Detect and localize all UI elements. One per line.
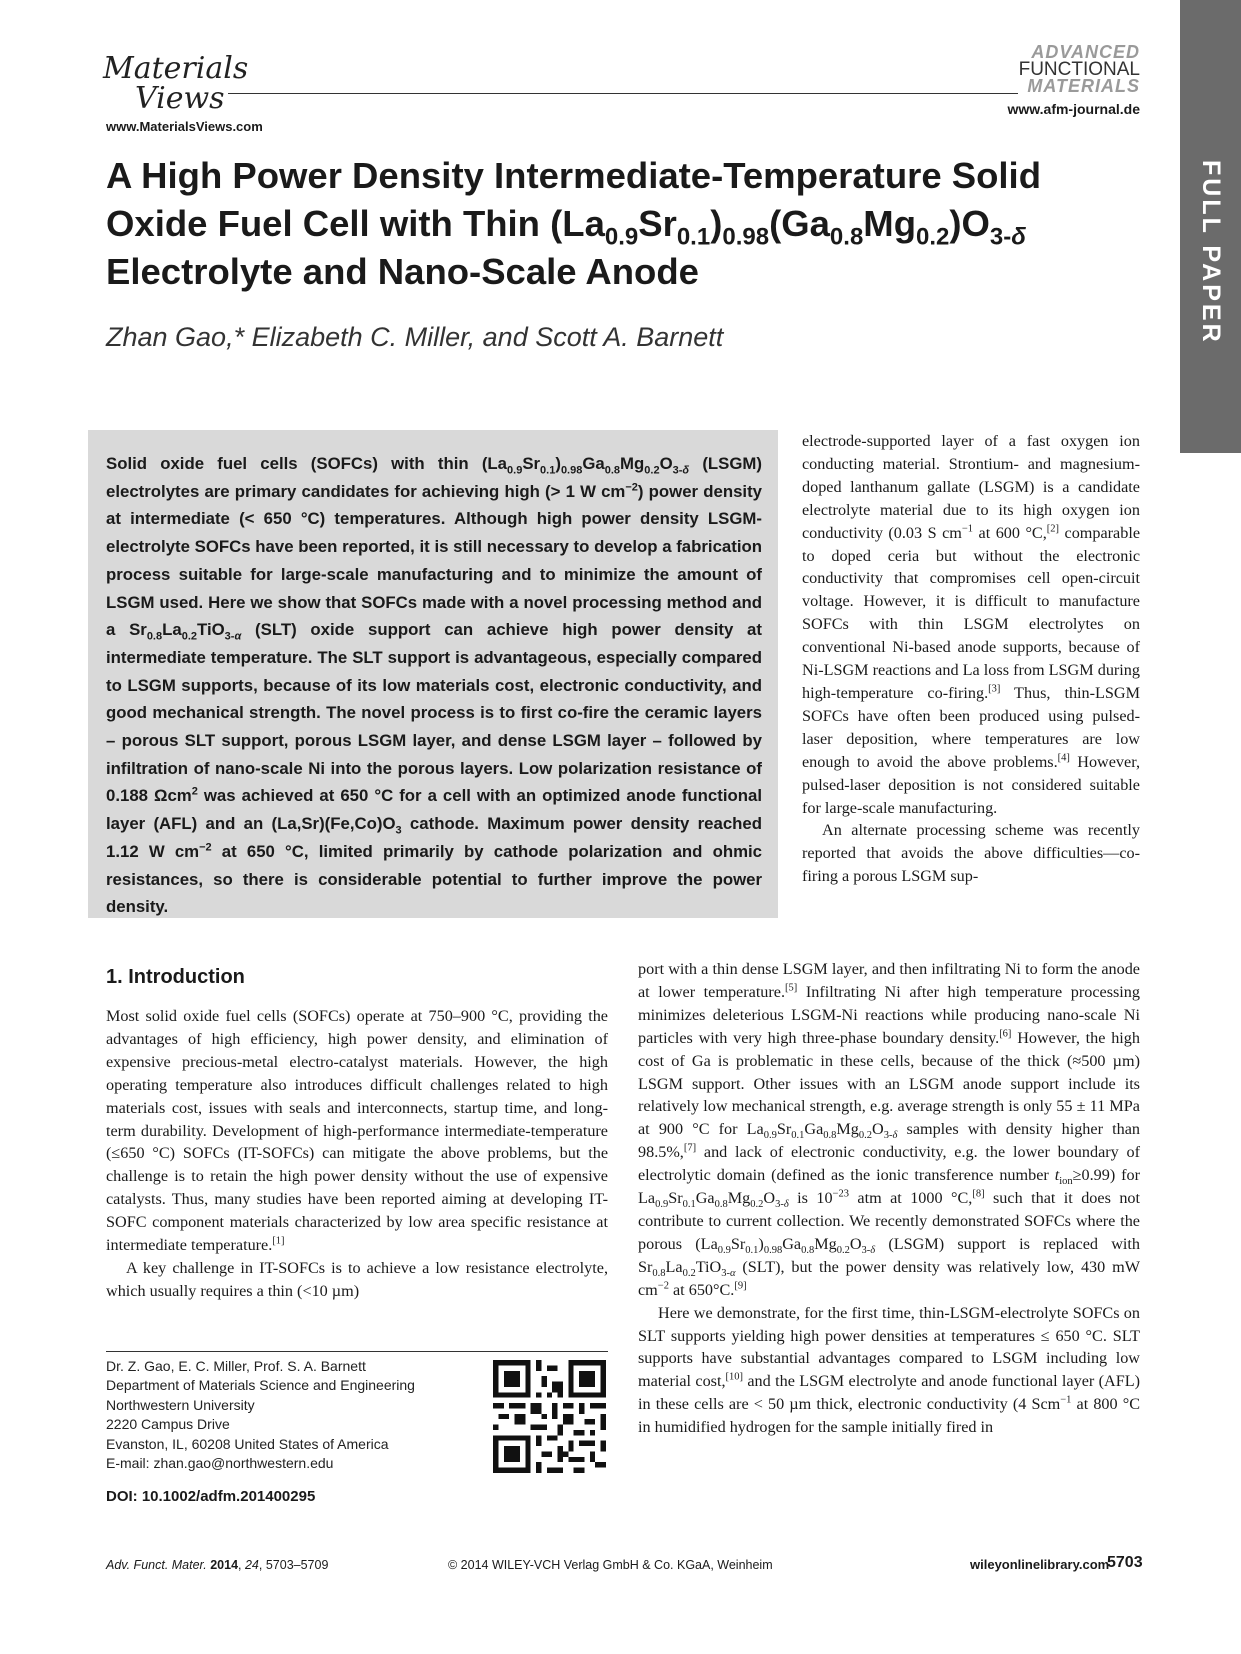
afm-logo: [900, 44, 1140, 95]
afm-journal-url[interactable]: www.afm-journal.de: [1007, 101, 1140, 117]
paragraph: Here we demonstrate, for the first time, thin-LSGM-electrolyte SOFCs on SLT supports yielding high power densities at temperatures ≤ 650 °C. SLT supports have substantial advantages compared to LSGM including low material cost,[10] and the LSGM electrolyte and anode functional layer (AFL) in these cells are < 50 µm thick, electronic conductivity (4 Scm$^{-1}$ at 800 °C in humidified hydrogen for the sample initially fired in: [638, 1303, 1141, 1437]
svg-text:Materials: Materials: [103, 51, 249, 86]
affiliation-rule: [106, 1351, 608, 1352]
materialsviews-url[interactable]: www.MaterialsViews.com: [106, 119, 263, 134]
right-column-lower: [638, 958, 1140, 1439]
affiliation-line: Evanston, IL, 60208 United States of America: [106, 1435, 389, 1452]
email-link[interactable]: E-mail: zhan.gao@northwestern.edu: [106, 1455, 334, 1472]
section-heading-introduction: 1. Introduction: [106, 966, 245, 988]
affiliation-block: [106, 1357, 415, 1473]
full-paper-tab: [1180, 0, 1241, 453]
footer-year: 2014: [210, 1558, 239, 1572]
paragraph: electrode-supported layer of a fast oxygen ion conducting material. Strontium- and magnesium-doped lanthanum gallate (LSGM) is a candidate electrolyte material due to its high oxygen ion conductivity (0.03 S $cm^{-1}$ at 600 °C,[2] comparable to doped ceria but without the electronic conductivity that compromises cell open-circuit voltage. However, it is difficult to manufacture SOFCs with thin LSGM electrolytes on conventional Ni-based anode supports, because of Ni-LSGM reactions and La loss from LSGM during high-temperature co-firing.[3] Thus, thin-LSGM SOFCs have often been produced using pulsed-laser deposition, where temperatures are low enough to avoid the above problems.[4] However, pulsed-laser deposition is not considered suitable for large-scale manufacturing.: [802, 432, 1141, 817]
page-number: 5703: [1107, 1554, 1143, 1571]
footer-volume: 24: [244, 1558, 259, 1572]
footer-journal: Adv. Funct. Mater.: [106, 1558, 207, 1572]
title-line-2-text: Oxide Fuel Cell with Thin (La: [106, 203, 605, 244]
title-line-2: Oxide Fuel Cell with Thin $(La_{0.9}Sr_{0.1})_{0.98}(Ga_{0.8}Mg_{0.2})O_{3-\delta}$: [106, 203, 1026, 251]
footer-site-link[interactable]: wileyonlinelibrary.com: [970, 1557, 1110, 1572]
affiliation-line: Department of Materials Science and Engineering: [106, 1377, 415, 1394]
affiliation-line: Dr. Z. Gao, E. C. Miller, Prof. S. A. Barnett: [106, 1358, 366, 1374]
article-title: [106, 152, 1166, 296]
full-paper-label: FULL PAPER: [1197, 160, 1225, 345]
paragraph: Most solid oxide fuel cells (SOFCs) operate at 750–900 °C, providing the advantages of high efficiency, high power density, and elimination of expensive precious-metal electro-catalyst materials. However, the high operating temperature also introduces difficult challenges related to high materials cost, issues with seals and interconnects, startup time, and long-term durability. Development of high-performance intermediate-temperature (≤650 °C) SOFCs (IT-SOFCs) can mitigate the above problems, but the challenge is to retain the high power density without the use of expensive catalysts. Thus, many studies have been reported aiming at developing IT-SOFC component materials characterized by low area specific resistance at intermediate temperature.[1]: [106, 1007, 608, 1255]
svg-text:Views: Views: [135, 81, 225, 116]
title-line-1: A High Power Density Intermediate-Temperature Solid: [106, 155, 1041, 196]
paragraph: A key challenge in IT-SOFCs is to achieve a low resistance electrolyte, which usually requires a thin (<10 µm): [106, 1258, 608, 1300]
doi-link[interactable]: DOI: 10.1002/adfm.201400295: [106, 1488, 316, 1505]
affiliation-line: Northwestern University: [106, 1396, 255, 1413]
footer-citation: Adv. Funct. Mater. 2014, 24, 5703–5709: [106, 1558, 329, 1572]
footer-pages: 5703–5709: [265, 1558, 329, 1572]
footer-copyright: © 2014 WILEY-VCH Verlag GmbH & Co. KGaA, Weinheim: [448, 1558, 773, 1572]
qr-code-icon[interactable]: [493, 1360, 606, 1473]
left-column: [106, 1005, 608, 1303]
author-list: Zhan Gao,* Elizabeth C. Miller, and Scott A. Barnett: [106, 322, 724, 352]
paragraph: port with a thin dense LSGM layer, and then infiltrating Ni to form the anode at lower temperature.[5] Infiltrating Ni after high temperature processing minimizes deleterious LSGM-Ni reactions while producing nano-scale Ni particles with very high three-phase boundary density.[6] However, the high cost of Ga is problematic in these cells, because of the thick (≈500 µm) LSGM support. Other issues with an LSGM anode support include its relatively low mechanical strength, e.g. average strength is only 55 ± 11 MPa at 900 °C for $La_{0.9}Sr_{0.1}Ga_{0.8}Mg_{0.2}O_{3-\delta}$ samples with density higher than 98.5%,[7] and lack of electronic conductivity, e.g. the lower boundary of electrolytic domain (defined as the ionic transference number $t_{ion}\ge 0.99$) for $La_{0.9}Sr_{0.1}Ga_{0.8}Mg_{0.2}O_{3-\delta}$ is $10^{-23}$ atm at 1000 °C,[8] such that it does not contribute to current collection. We recently demonstrated SOFCs where the porous $(La_{0.9}Sr_{0.1})_{0.98}Ga_{0.8}Mg_{0.2}O_{3-\delta}$ (LSGM) support is replaced with $Sr_{0.8}La_{0.2}TiO_{3-\alpha}$ (SLT), but the power density was relatively low, 430 mW $cm^{-2}$ at 650°C.[9]: [638, 960, 1140, 1299]
title-line-3: Electrolyte and Nano-Scale Anode: [106, 251, 699, 292]
affiliation-line: 2220 Campus Drive: [106, 1416, 230, 1433]
abstract-box: Solid oxide fuel cells (SOFCs) with thin $(La_{0.9}Sr_{0.1})_{0.98}Ga_{0.8}Mg_{0.2}O_{3-\delta}$ (LSGM) electrolytes are primary candidates for achieving high (> 1 W $cm^{-2}$) power density at intermediate (< 650 °C) temperatures. Although high power density LSGM-electrolyte SOFCs have been reported, it is still necessary to develop a fabrication process suitable for large-scale manufacturing and to minimize the amount of LSGM used. Here we show that SOFCs made with a novel processing method and a $Sr_{0.8}La_{0.2}TiO_{3-\alpha}$ (SLT) oxide support can achieve high power density at intermediate temperature. The SLT support is advantageous, especially compared to LSGM supports, because of its low materials cost, electronic conductivity, and good mechanical strength. The novel process is to first co-fire the ceramic layers – porous SLT support, porous LSGM layer, and dense LSGM layer – followed by infiltration of nano-scale Ni into the porous layers. Low polarization resistance of 0.188 Ωcm$^2$ was achieved at 650 °C for a cell with an optimized anode functional layer (AFL) and an $(La,Sr)(Fe,Co)O_3$ cathode. Maximum power density reached 1.12 W $cm^{-2}$ at 650 °C, limited primarily by cathode polarization and ohmic resistances, so there is considerable potential to further improve the power density.: [88, 430, 778, 918]
materials-views-logo: [103, 51, 249, 116]
afm-logo-line-1: ADVANCED: [1031, 42, 1140, 62]
paragraph: An alternate processing scheme was recently reported that avoids the above difficulties—co-firing a porous LSGM sup-: [802, 821, 1140, 886]
afm-logo-line-3: MATERIALS: [1027, 76, 1140, 96]
afm-logo-line-2: FUNCTIONAL: [1018, 59, 1140, 80]
right-column-upper: [802, 430, 1140, 888]
